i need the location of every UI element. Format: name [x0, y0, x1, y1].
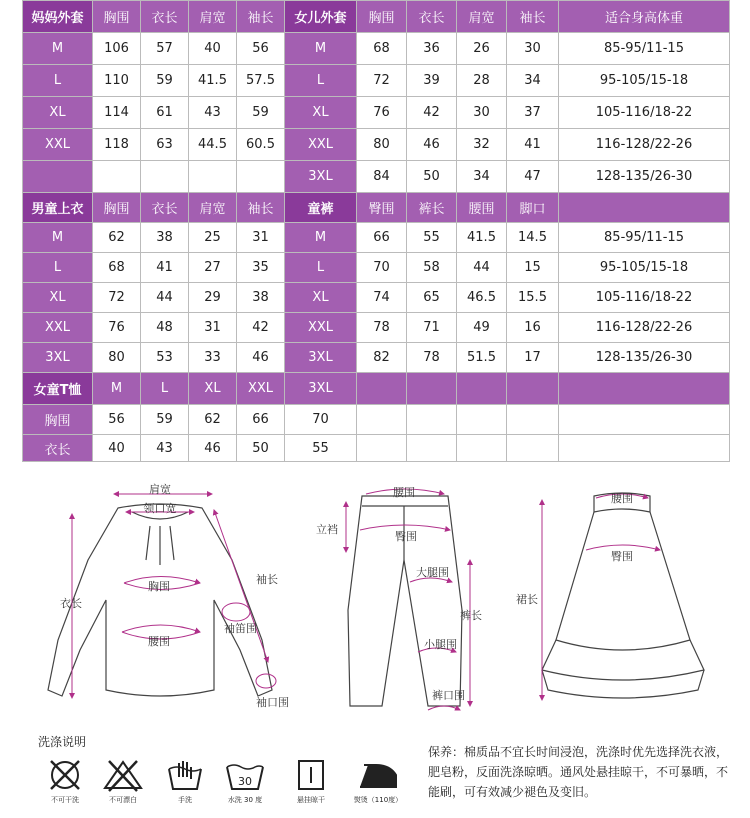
value-cell: 40: [189, 33, 237, 65]
value-cell: 62: [93, 223, 141, 253]
value-cell: 62: [189, 405, 237, 435]
svg-text:30: 30: [238, 775, 252, 788]
header-row-boy-pants: [23, 193, 730, 223]
label-skirt-length: 裙长: [516, 593, 538, 606]
table-row: [23, 253, 730, 283]
empty-cell: [407, 405, 457, 435]
no-bleach-icon: [98, 757, 148, 805]
value-cell: 16: [507, 313, 559, 343]
fit-cell: 105-116/18-22: [559, 97, 730, 129]
size-cell: XXL: [285, 313, 357, 343]
value-cell: 30: [457, 97, 507, 129]
pants-header: 腰围: [457, 193, 507, 223]
value-cell: 42: [407, 97, 457, 129]
label-cuff: 袖口围: [256, 696, 289, 709]
value-cell: 43: [141, 435, 189, 462]
label-skirt-hip: 臀围: [611, 550, 633, 563]
value-cell: 44.5: [189, 129, 237, 161]
empty-cell: [457, 405, 507, 435]
label-shoulder: 肩宽: [149, 483, 171, 496]
size-cell: L: [285, 65, 357, 97]
no-dry-clean-icon: [40, 757, 90, 805]
value-cell: 44: [141, 283, 189, 313]
value-cell: 46: [189, 435, 237, 462]
value-cell: 46.5: [457, 283, 507, 313]
header-row-mom-daughter: [23, 1, 730, 33]
value-cell: 65: [407, 283, 457, 313]
label-skirt-waist: 腰围: [611, 492, 633, 505]
size-cell: L: [23, 253, 93, 283]
value-cell: 40: [93, 435, 141, 462]
value-cell: 56: [93, 405, 141, 435]
empty-cell: [507, 435, 559, 462]
size-cell: XXL: [23, 313, 93, 343]
empty-cell: [559, 435, 730, 462]
value-cell: 46: [237, 343, 285, 373]
value-cell: 57: [141, 33, 189, 65]
table-row: [23, 283, 730, 313]
value-cell: 41.5: [457, 223, 507, 253]
empty-cell: [559, 405, 730, 435]
boy-header: 衣长: [141, 193, 189, 223]
value-cell: 82: [357, 343, 407, 373]
empty-cell: [559, 193, 730, 223]
size-cell: M: [285, 223, 357, 253]
value-cell: 68: [357, 33, 407, 65]
label-thigh: 大腿围: [416, 566, 449, 579]
value-cell: 50: [237, 435, 285, 462]
value-cell: 72: [357, 65, 407, 97]
skirt-measure-lines: [542, 494, 660, 700]
table-row: [23, 405, 730, 435]
value-cell: 68: [93, 253, 141, 283]
hand-wash-icon: [160, 757, 210, 805]
size-cell: 3XL: [285, 161, 357, 193]
value-cell: 80: [357, 129, 407, 161]
table-row: [23, 129, 730, 161]
value-cell: 78: [357, 313, 407, 343]
label-pants-waist: 腰围: [393, 486, 415, 499]
value-cell: 32: [457, 129, 507, 161]
empty-cell: [407, 373, 457, 405]
value-cell: 46: [407, 129, 457, 161]
hang-dry-icon: [286, 757, 336, 805]
value-cell: 56: [237, 33, 285, 65]
iron-icon: [354, 757, 402, 793]
value-cell: 30: [507, 33, 559, 65]
value-cell: 114: [93, 97, 141, 129]
size-cell: XL: [23, 283, 93, 313]
boy-header: 胸围: [93, 193, 141, 223]
blouse-labels: [60, 482, 289, 709]
value-cell: 48: [141, 313, 189, 343]
value-cell: 71: [407, 313, 457, 343]
label-hem: 腰围: [148, 635, 170, 648]
value-cell: 47: [507, 161, 559, 193]
hang-dry-icon: [293, 757, 329, 793]
tee-row-label: 衣长: [23, 435, 93, 462]
care-icons: [40, 757, 420, 813]
value-cell: 72: [93, 283, 141, 313]
value-cell: 38: [237, 283, 285, 313]
mom-header: 袖长: [237, 1, 285, 33]
iron-label: 熨烫（110度）: [353, 796, 403, 804]
measurement-diagram: [0, 470, 750, 720]
value-cell: 27: [189, 253, 237, 283]
girl-tee-title: 女童T恤: [23, 373, 93, 405]
size-cell: L: [23, 65, 93, 97]
no-bleach-label: 不可漂白: [109, 796, 137, 804]
fit-cell: 128-135/26-30: [559, 161, 730, 193]
fit-cell: 116-128/22-26: [559, 129, 730, 161]
daughter-header: 肩宽: [457, 1, 507, 33]
value-cell: 78: [407, 343, 457, 373]
value-cell: 53: [141, 343, 189, 373]
iron-icon: [346, 757, 410, 805]
value-cell: 15.5: [507, 283, 559, 313]
size-cell: L: [285, 253, 357, 283]
pants-header: 裤长: [407, 193, 457, 223]
wash-30-label: 水洗 30 度: [227, 796, 263, 804]
empty-cell: [189, 161, 237, 193]
pants-drawing: [348, 496, 462, 706]
size-cell: M: [285, 33, 357, 65]
daughter-title: 女儿外套: [285, 1, 357, 33]
value-cell: 84: [357, 161, 407, 193]
size-cell: M: [23, 33, 93, 65]
fit-cell: 105-116/18-22: [559, 283, 730, 313]
fit-cell: 85-95/11-15: [559, 33, 730, 65]
care-note: 保养：棉质品不宜长时间浸泡，洗涤时优先选择洗衣液，肥皂粉，反面洗涤晾晒。通风处悬挂晾干，不可暴晒，不能刷，可有效减少褪色及变旧。: [428, 745, 729, 799]
daughter-header: 衣长: [407, 1, 457, 33]
empty-cell: [23, 161, 93, 193]
value-cell: 28: [457, 65, 507, 97]
value-cell: 31: [237, 223, 285, 253]
daughter-header: 袖长: [507, 1, 559, 33]
value-cell: 36: [407, 33, 457, 65]
value-cell: 38: [141, 223, 189, 253]
fit-cell: 95-105/15-18: [559, 65, 730, 97]
label-rise: 立裆: [316, 523, 338, 536]
value-cell: 55: [407, 223, 457, 253]
boy-top-title: 男童上衣: [23, 193, 93, 223]
fit-header: 适合身高体重: [559, 1, 730, 33]
empty-cell: [507, 405, 559, 435]
value-cell: 33: [189, 343, 237, 373]
empty-cell: [357, 405, 407, 435]
no-bleach-icon: [101, 757, 145, 793]
wash-30-icon: [223, 757, 267, 793]
empty-cell: [559, 373, 730, 405]
hand-wash-label: 手洗: [178, 796, 192, 804]
table-row: [23, 435, 730, 462]
table-row: [23, 33, 730, 65]
size-cell: XL: [285, 97, 357, 129]
pants-header: 脚口: [507, 193, 559, 223]
empty-cell: [141, 161, 189, 193]
value-cell: 17: [507, 343, 559, 373]
value-cell: 74: [357, 283, 407, 313]
value-cell: 44: [457, 253, 507, 283]
tee-size-header: XXL: [237, 373, 285, 405]
hand-wash-icon: [165, 757, 205, 793]
empty-cell: [93, 161, 141, 193]
value-cell: 55: [285, 435, 357, 462]
table-row: [23, 65, 730, 97]
label-pants-hip: 臀围: [395, 530, 417, 543]
label-length: 衣长: [60, 597, 82, 610]
value-cell: 29: [189, 283, 237, 313]
value-cell: 41.5: [189, 65, 237, 97]
mom-header: 衣长: [141, 1, 189, 33]
value-cell: 34: [457, 161, 507, 193]
label-sleeve-circ: 袖笛围: [224, 622, 257, 635]
size-chart-table: [22, 0, 730, 462]
value-cell: 63: [141, 129, 189, 161]
value-cell: 35: [237, 253, 285, 283]
tee-size-header: M: [93, 373, 141, 405]
fit-cell: 95-105/15-18: [559, 253, 730, 283]
mom-header: 胸围: [93, 1, 141, 33]
label-sleeve: 袖长: [256, 573, 278, 586]
value-cell: 15: [507, 253, 559, 283]
value-cell: 60.5: [237, 129, 285, 161]
value-cell: 59: [141, 405, 189, 435]
fit-cell: 128-135/26-30: [559, 343, 730, 373]
empty-cell: [357, 373, 407, 405]
size-cell: 3XL: [285, 343, 357, 373]
value-cell: 66: [237, 405, 285, 435]
label-chest: 胸围: [148, 580, 170, 593]
empty-cell: [457, 373, 507, 405]
tee-size-header: XL: [189, 373, 237, 405]
value-cell: 14.5: [507, 223, 559, 253]
value-cell: 31: [189, 313, 237, 343]
pants-header: 臀围: [357, 193, 407, 223]
value-cell: 49: [457, 313, 507, 343]
boy-header: 肩宽: [189, 193, 237, 223]
mom-title: 妈妈外套: [23, 1, 93, 33]
value-cell: 41: [141, 253, 189, 283]
tee-size-header: L: [141, 373, 189, 405]
label-calf: 小腿围: [424, 638, 457, 651]
table-row: [23, 97, 730, 129]
empty-cell: [357, 435, 407, 462]
table-row: [23, 343, 730, 373]
value-cell: 118: [93, 129, 141, 161]
value-cell: 66: [357, 223, 407, 253]
tee-size-header: 3XL: [285, 373, 357, 405]
value-cell: 42: [237, 313, 285, 343]
value-cell: 70: [357, 253, 407, 283]
value-cell: 110: [93, 65, 141, 97]
value-cell: 106: [93, 33, 141, 65]
label-neck: 领口宽: [143, 502, 177, 515]
value-cell: 41: [507, 129, 559, 161]
value-cell: 80: [93, 343, 141, 373]
value-cell: 59: [141, 65, 189, 97]
value-cell: 58: [407, 253, 457, 283]
size-cell: 3XL: [23, 343, 93, 373]
fit-cell: 116-128/22-26: [559, 313, 730, 343]
value-cell: 57.5: [237, 65, 285, 97]
empty-cell: [407, 435, 457, 462]
value-cell: 39: [407, 65, 457, 97]
value-cell: 34: [507, 65, 559, 97]
value-cell: 37: [507, 97, 559, 129]
value-cell: 70: [285, 405, 357, 435]
value-cell: 50: [407, 161, 457, 193]
value-cell: 61: [141, 97, 189, 129]
value-cell: 76: [93, 313, 141, 343]
empty-cell: [457, 435, 507, 462]
hang-dry-label: 悬挂晾干: [297, 796, 325, 804]
skirt-drawing: [542, 493, 704, 698]
daughter-header: 胸围: [357, 1, 407, 33]
size-cell: M: [23, 223, 93, 253]
value-cell: 76: [357, 97, 407, 129]
value-cell: 25: [189, 223, 237, 253]
boy-header: 袖长: [237, 193, 285, 223]
table-row: [23, 161, 730, 193]
tee-row-label: 胸围: [23, 405, 93, 435]
size-cell: XL: [23, 97, 93, 129]
care-title: 洗涤说明: [38, 735, 87, 749]
value-cell: 26: [457, 33, 507, 65]
table-row: [23, 223, 730, 253]
size-cell: XXL: [23, 129, 93, 161]
no-dry-clean-icon: [45, 757, 85, 793]
wash-30-icon: [220, 757, 270, 805]
size-cell: XL: [285, 283, 357, 313]
size-cell: XXL: [285, 129, 357, 161]
fit-cell: 85-95/11-15: [559, 223, 730, 253]
value-cell: 59: [237, 97, 285, 129]
empty-cell: [507, 373, 559, 405]
mom-header: 肩宽: [189, 1, 237, 33]
value-cell: 43: [189, 97, 237, 129]
table-row: [23, 313, 730, 343]
header-row-girl-tee: [23, 373, 730, 405]
empty-cell: [237, 161, 285, 193]
no-dry-clean-label: 不可干洗: [51, 796, 79, 804]
label-pants-length: 裤长: [460, 609, 482, 622]
kids-pants-title: 童裤: [285, 193, 357, 223]
value-cell: 51.5: [457, 343, 507, 373]
label-pants-hem: 裤口围: [432, 689, 465, 702]
